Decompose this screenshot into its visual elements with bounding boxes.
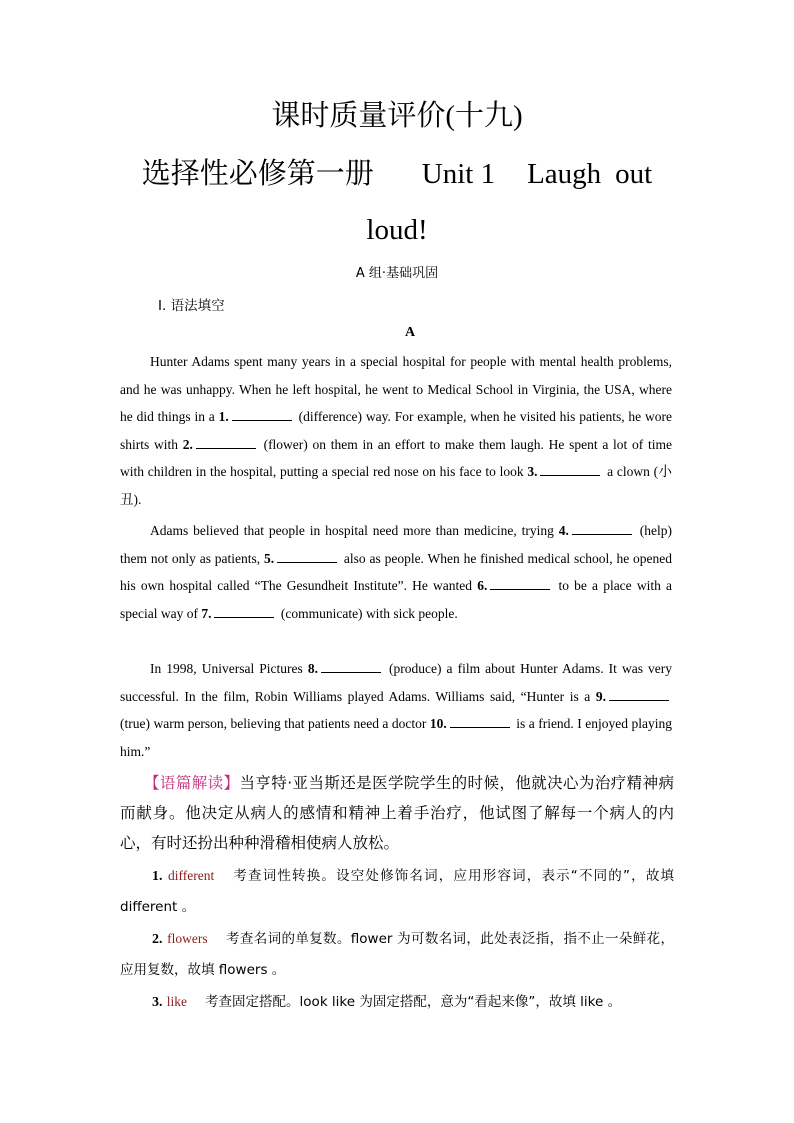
answer-blank[interactable] [232, 419, 292, 421]
answer-word: flowers [167, 931, 208, 946]
answer-blank[interactable] [450, 726, 510, 728]
blank-hint: (flower) [258, 436, 308, 452]
blank-number: 5. [263, 550, 275, 566]
answer-item [120, 923, 674, 986]
answer-number: 2. [152, 932, 163, 947]
subtitle-unit: Unit 1 [421, 158, 496, 190]
passage-text: a film about Hunter Adams. It was very successful. In the film, Robin Williams played Adams. Williams said, “Hunter is a [120, 661, 672, 704]
passage-analysis [120, 768, 674, 858]
blank-number: 9. [595, 688, 606, 704]
answer-number: 3. [152, 995, 163, 1010]
answer-blank[interactable] [540, 474, 600, 476]
passage-text: is a friend. I enjoyed playing him.” [120, 716, 672, 759]
subtitle-book: 选择性必修第一册 [141, 158, 374, 190]
passage-text: way. For example, when he visited his patients, he wore shirts with [120, 409, 672, 452]
answer-explanation: 考查固定搭配。look like 为固定搭配，意为“看起来像”，故填 like 。 [205, 994, 622, 1010]
passage-text: to be a place with a special way of [120, 578, 672, 621]
section-heading: A 组·基础巩固 [355, 266, 439, 281]
blank-number: 10. [429, 716, 447, 731]
passage-text: on them in an effort to make them laugh. He spent a lot of time with children in the hospital, putting a special red nose on his face to look [120, 436, 672, 479]
answer-blank[interactable] [321, 671, 381, 673]
blank-hint: (true) [120, 716, 150, 731]
blank-number: 1. [218, 409, 229, 424]
blank-number: 7. [201, 605, 212, 621]
answer-blank[interactable] [609, 699, 669, 701]
answer-number: 1. [152, 869, 163, 884]
subtitle-word-laugh: Laugh [527, 158, 602, 190]
page-subtitle [0, 156, 794, 192]
page-title: 课时质量评价(十九) [271, 100, 523, 132]
analysis-text: 当亨特·亚当斯还是医学院学生的时候，他就决心为治疗精神病而献身。他决定从病人的感情和精神上着手治疗，他试图了解每一个病人的内心，有时还扮出种种滑稽相使病人放松。 [120, 774, 674, 852]
passage-text: Hunter Adams spent many years in a special hospital for people with mental health problems, and he was unhappy. When he left hospital, he went to Medical School in Virginia, the USA, where he did things in a [120, 354, 672, 424]
part-heading: Ⅰ. 语法填空 [158, 298, 225, 314]
answer-item [120, 860, 674, 923]
answer-explanation: 考查词性转换。设空处修饰名词，应用形容词，表示“不同的”，故填 different 。 [120, 868, 674, 915]
passage-text: a clown (小丑). [120, 464, 672, 507]
passage-text: In 1998, Universal Pictures [150, 661, 308, 676]
subtitle-word-out: out [615, 158, 653, 190]
answer-explanation: 考查名词的单复数。flower 为可数名词，此处表泛指，指不止一朵鲜花，应用复数，故填 flowers 。 [120, 931, 674, 978]
answer-blank[interactable] [214, 616, 274, 618]
blank-hint: (difference) [294, 409, 363, 424]
answer-blank[interactable] [572, 533, 632, 535]
blank-number: 8. [307, 661, 318, 676]
passage-paragraph-2 [120, 517, 672, 627]
blank-number: 4. [558, 523, 569, 538]
blank-number: 3. [527, 464, 538, 479]
blank-hint: (produce) [383, 661, 442, 676]
passage-label: A [404, 325, 416, 340]
analysis-tag: 【语篇解读】 [144, 774, 240, 792]
blank-number: 2. [182, 436, 193, 452]
passage-text: them not only as patients, [120, 550, 264, 566]
passage-text: also as people. When he finished medical school, he opened his own hospital called “The Gesundheit Institute”. He wanted [120, 550, 673, 593]
passage-paragraph-3 [120, 655, 672, 765]
passage-text: warm person, believing that patients need a doctor [149, 716, 430, 731]
passage-paragraph-1 [120, 348, 672, 513]
passage-text: Adams believed that people in hospital need more than medicine, trying [150, 523, 559, 538]
answer-blank[interactable] [490, 588, 550, 590]
answer-word: like [166, 994, 188, 1009]
blank-hint: (communicate) [277, 605, 363, 621]
blank-hint: (help) [634, 523, 673, 538]
passage-text: with sick people. [362, 605, 458, 621]
answer-blank[interactable] [277, 561, 337, 563]
answer-item [120, 986, 674, 1018]
blank-number: 6. [477, 578, 488, 593]
page-subtitle-cont: loud! [366, 214, 428, 246]
answer-blank[interactable] [196, 447, 256, 449]
answer-word: different [167, 868, 215, 883]
